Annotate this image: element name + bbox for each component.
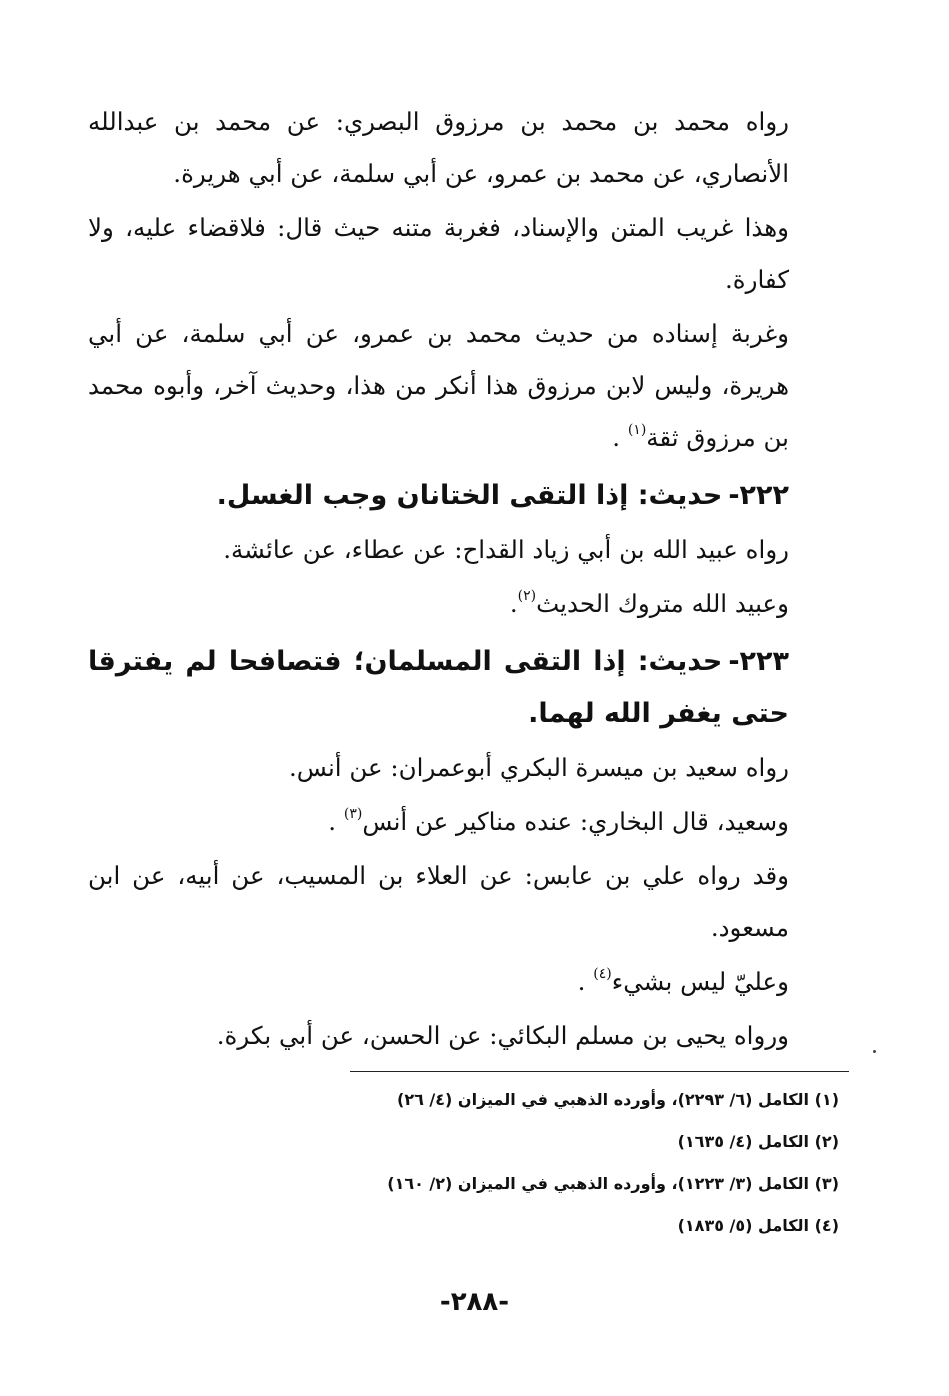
hadith-heading-223 [88, 636, 839, 740]
paragraph-9-end: . [577, 967, 594, 996]
paragraph-5-end: . [509, 589, 518, 618]
main-text [88, 96, 839, 1064]
hadith-heading-222 [88, 470, 839, 522]
footnote-ref-2: (٢) [517, 588, 537, 604]
paragraph-9 [88, 956, 839, 1008]
footnote-divider [350, 1071, 849, 1072]
footnote-4: (٤) الكامل (٥/ ١٨٣٥) [677, 1216, 839, 1235]
paragraph-4: رواه عبيد الله بن أبي زياد القداح: عن عطاء، عن عائشة. [223, 535, 789, 564]
paragraph-10: ورواه يحيى بن مسلم البكائي: عن الحسن، عن أبي بكرة. [216, 1021, 789, 1050]
hadith-number-223: ٢٢٣- [728, 646, 789, 677]
paragraph-1: رواه محمد بن محمد بن مرزوق البصري: عن محمد بن عبدالله الأنصاري، عن محمد بن عمرو، عن أبي سلمة، عن أبي هريرة. [88, 107, 789, 188]
scan-speck [873, 1050, 876, 1053]
paragraph-8: وقد رواه علي بن عابس: عن العلاء بن المسيب، عن أبيه، عن ابن مسعود. [88, 861, 789, 942]
hadith-number-222: ٢٢٢- [728, 480, 789, 511]
page-number: -٢٨٨- [439, 1287, 510, 1317]
paragraph-7-text: وسعيد، قال البخاري: عنده مناكير عن أنس [362, 807, 789, 836]
footnote-ref-4: (٤) [593, 966, 612, 982]
footnote-ref-3: (٣) [343, 806, 363, 822]
paragraph-3 [88, 308, 839, 464]
paragraph-7-end: . [328, 807, 344, 836]
paragraph-6: رواه سعيد بن ميسرة البكري أبوعمران: عن أنس. [288, 753, 789, 782]
paragraph-3-text: وغربة إسناده من حديث محمد بن عمرو، عن أبي سلمة، عن أبي هريرة، وليس لابن مرزوق هذا أنكر من هذا، وحديث آخر، وأبوه محمد بن مرزوق ثقة [88, 319, 789, 452]
footnotes-section [88, 1082, 839, 1250]
footnote-3: (٣) الكامل (٣/ ١٢٢٣)، وأورده الذهبي في الميزان (٢/ ١٦٠) [387, 1174, 839, 1193]
paragraph-5-text: وعبيد الله متروك الحديث [536, 589, 789, 618]
hadith-title-223: حديث: إذا التقى المسلمان؛ فتصافحا لم يفترقا حتى يغفر الله لهما. [88, 646, 789, 729]
footnote-2: (٢) الكامل (٤/ ١٦٣٥) [677, 1132, 839, 1151]
footnote-1: (١) الكامل (٦/ ٢٢٩٣)، وأورده الذهبي في الميزان (٤/ ٢٦) [397, 1090, 839, 1109]
paragraph-9-text: وعليّ ليس بشيء [611, 967, 789, 996]
paragraph-3-end: . [612, 423, 628, 452]
paragraph-7 [88, 796, 839, 848]
paragraph-5 [88, 578, 839, 630]
paragraph-2: وهذا غريب المتن والإسناد، فغربة متنه حيث قال: فلاقضاء عليه، ولا كفارة. [88, 213, 789, 294]
footnote-ref-1: (١) [627, 422, 647, 438]
hadith-title-222: حديث: إذا التقى الختانان وجب الغسل. [216, 480, 723, 511]
